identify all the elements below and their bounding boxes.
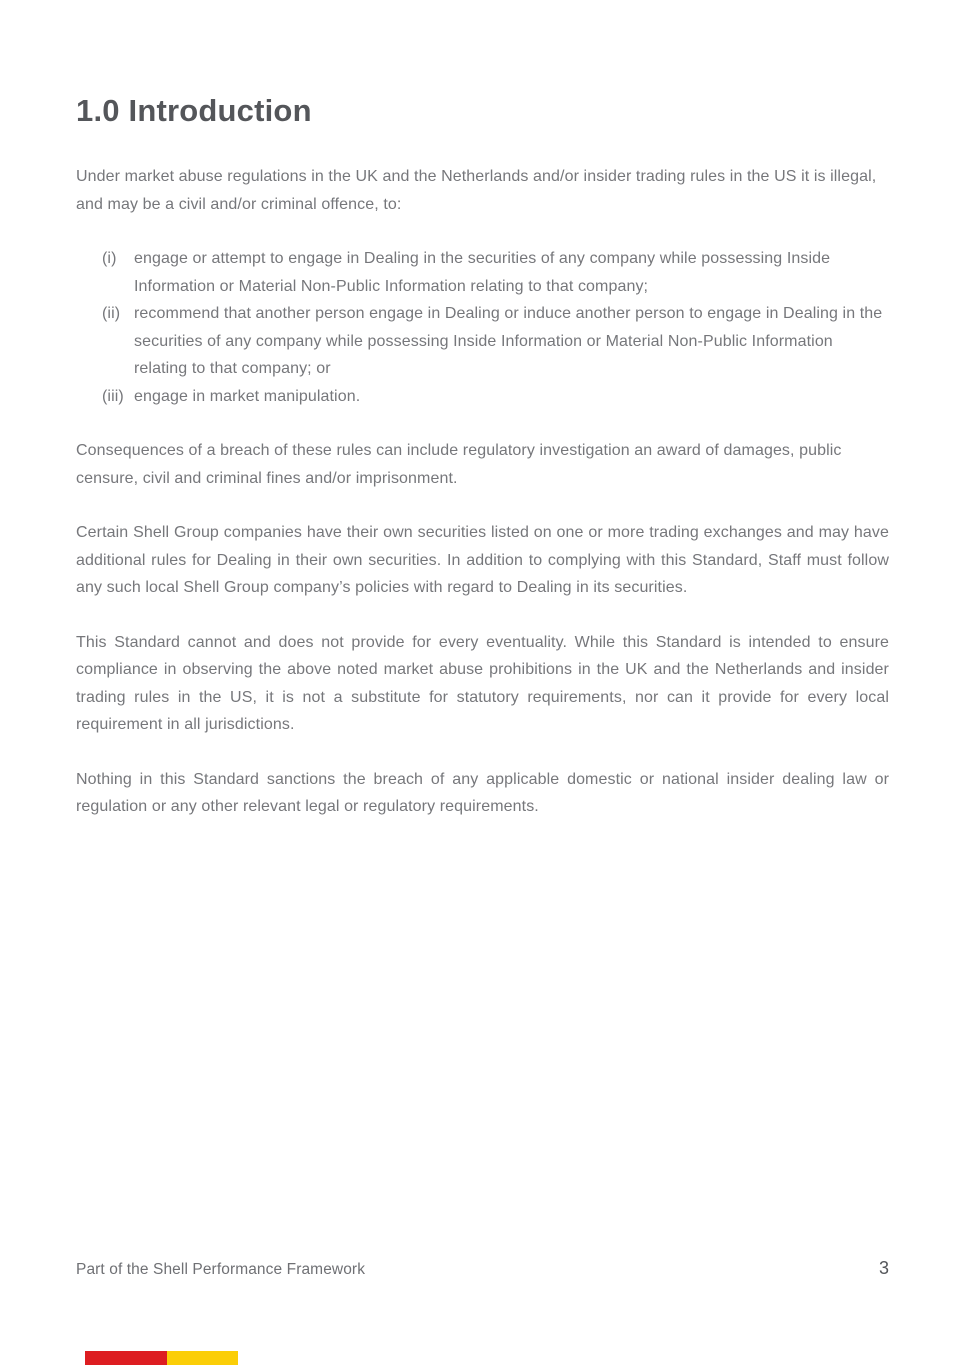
numbered-list <box>76 245 889 410</box>
page-title: 1.0 Introduction <box>76 93 312 128</box>
list-item <box>102 245 889 300</box>
list-item-text: recommend that another person engage in Dealing or induce another person to engage in Dealing in the securities of any company while possessing Inside Information or Material Non-Public Information relating to that company; or <box>134 305 883 377</box>
list-item-marker: (i) <box>102 250 117 267</box>
page-footer <box>76 1258 889 1279</box>
list-item-text: engage in market manipulation. <box>134 387 361 405</box>
list-item-marker: (iii) <box>102 387 124 405</box>
list-item-text: engage or attempt to engage in Dealing in the securities of any company while possessing Inside Information or Material Non-Public Information relating to that company; <box>134 250 831 295</box>
brand-bar-yellow-segment <box>167 1351 238 1365</box>
body-paragraph-shell-group: Certain Shell Group companies have their own securities listed on one or more trading exchanges and may have additional rules for Dealing in their own securities. In addition to complying with this Standard, Staff must follow any such local Shell Group company’s policies with regard to Dealing in its securities. <box>76 524 889 596</box>
intro-paragraph: Under market abuse regulations in the UK and the Netherlands and/or insider trading rules in the US it is illegal, and may be a civil and/or criminal offence, to: <box>76 168 877 213</box>
shell-brand-color-bar <box>85 1351 238 1365</box>
list-item <box>102 300 889 383</box>
body-paragraph-standard-scope: This Standard cannot and does not provide for every eventuality. While this Standard is intended to ensure compliance in observing the above noted market abuse prohibitions in the UK and the Netherlands and insider trading rules in the US, it is not a substitute for statutory requirements, nor can it provide for every local requirement in all jurisdictions. <box>76 633 889 733</box>
list-item <box>102 383 889 411</box>
list-item-marker: (ii) <box>102 305 121 322</box>
body-paragraph-sanctions: Nothing in this Standard sanctions the breach of any applicable domestic or national insider dealing law or regulation or any other relevant legal or regulatory requirements. <box>76 770 889 815</box>
body-paragraph-consequences: Consequences of a breach of these rules can include regulatory investigation an award of damages, public censure, civil and criminal fines and/or imprisonment. <box>76 442 842 487</box>
footer-framework-text: Part of the Shell Performance Framework <box>76 1261 366 1278</box>
page-content <box>76 92 889 848</box>
page-number: 3 <box>878 1258 889 1278</box>
brand-bar-red-segment <box>85 1351 167 1365</box>
